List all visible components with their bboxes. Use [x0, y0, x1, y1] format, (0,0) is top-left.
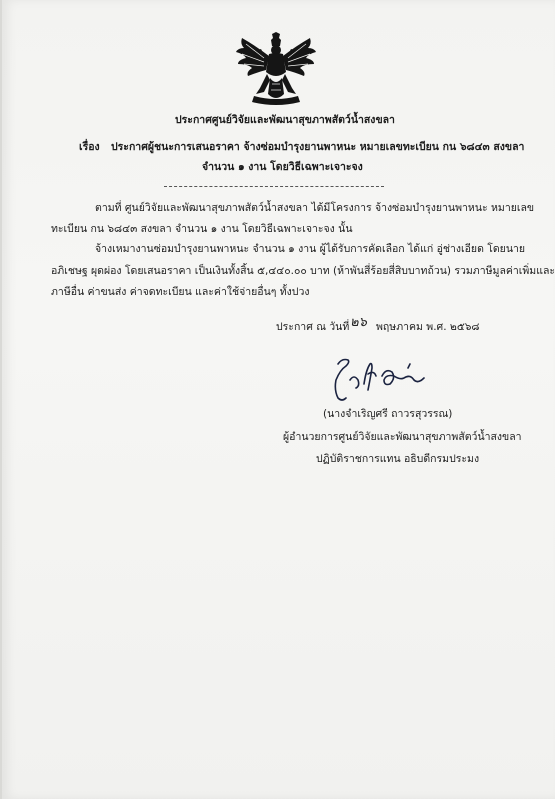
paragraph-1-line-2: ทะเบียน กน ๖๘๔๓ สงขลา จำนวน ๑ งาน โดยวิธีเฉพาะเจาะจง นั้น: [51, 223, 353, 235]
announcement-date-rest: พฤษภาคม พ.ศ. ๒๕๖๘: [376, 321, 480, 333]
subject-text-line2: จำนวน ๑ งาน โดยวิธีเฉพาะเจาะจง: [202, 161, 363, 173]
paragraph-2-line-2: อภิเชษฐ ผุดผ่อง โดยเสนอราคา เป็นเงินทั้งสิ้น ๕,๔๔๐.๐๐ บาท (ห้าพันสี่ร้อยสี่สิบบาทถ้วน) รวมภาษีมูลค่าเพิ่มและ: [51, 265, 555, 277]
signer-name: (นางจำเริญศรี ถาวรสุวรรณ): [323, 408, 453, 420]
announcement-title: ประกาศศูนย์วิจัยและพัฒนาสุขภาพสัตว์น้ำสงขลา: [175, 114, 395, 126]
divider-line: [164, 186, 384, 187]
document-page: [2, 0, 555, 799]
signer-position-line-1: ผู้อำนวยการศูนย์วิจัยและพัฒนาสุขภาพสัตว์น้ำสงขลา: [283, 431, 522, 443]
paragraph-2-line-1: จ้างเหมางานซ่อมบำรุงยานพาหนะ จำนวน ๑ งาน ผู้ได้รับการคัดเลือก ได้แก่ อู่ช่างเอียด โดยนาย: [95, 243, 526, 255]
paragraph-2-line-3: ภาษีอื่น ค่าขนส่ง ค่าจดทะเบียน และค่าใช้จ่ายอื่นๆ ทั้งปวง: [51, 286, 310, 298]
signature-icon: [324, 350, 436, 404]
announcement-date-prefix: ประกาศ ณ วันที่: [276, 321, 350, 333]
signer-position-line-2: ปฏิบัติราชการแทน อธิบดีกรมประมง: [316, 453, 480, 465]
garuda-emblem-icon: [234, 32, 318, 108]
announcement-date-day: ๒๖: [350, 315, 367, 330]
paragraph-1-line-1: ตามที่ ศูนย์วิจัยและพัฒนาสุขภาพสัตว์น้ำสงขลา ได้มีโครงการ จ้างซ่อมบำรุงยานพาหนะ หมายเลข: [95, 202, 535, 214]
subject-label: เรื่อง: [79, 141, 100, 153]
subject-text: ประกาศผู้ชนะการเสนอราคา จ้างซ่อมบำรุงยานพาหนะ หมายเลขทะเบียน กน ๖๘๔๓ สงขลา: [111, 141, 525, 153]
